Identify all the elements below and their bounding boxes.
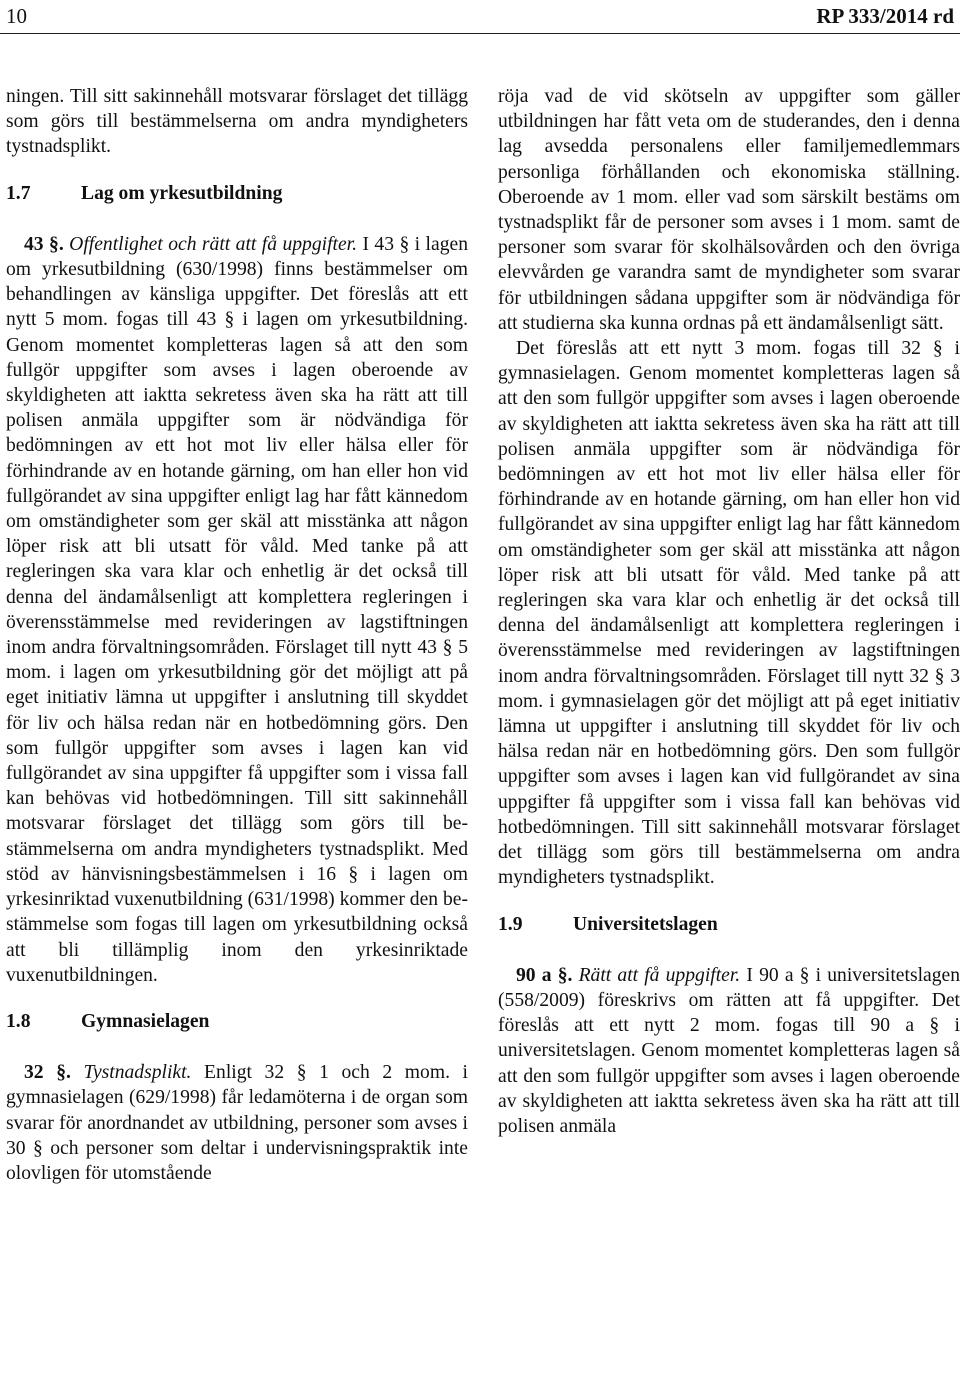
paragraph-body: Enligt 32 § 1 och 2 mom. i gymnasielagen (629/1998) får ledamöterna i de organ som svarar för anordnandet av utbildning, personer som avses i 30 § och personer som deltar i undervisningspraktik inte olovligen för utomstående — [6, 1062, 469, 1184]
paragraph-lead: 32 §. — [24, 1062, 71, 1084]
header-rule — [0, 33, 960, 34]
paragraph-title: Rätt att få uppgifter. — [578, 964, 741, 986]
paragraph-43 — [6, 232, 468, 988]
paragraph-lead: 90 a §. — [516, 964, 573, 986]
section-heading-1-9 — [498, 912, 960, 937]
paragraph-body: I 43 § i lagen om yrkesutbildning (630/1998) finns bestämmelser om behandlingen av känsliga uppgifter. Det föreslås att ett nytt 5 mom. fogas till 43 § i lagen om yrkesutbildning. Genom momentet kompletteras lagen så att den som fullgör uppgifter som avses i lagen oberoende av skyldigheten att iaktta sekretess även ska ha rätt att till polisen anmäla uppgifter som är nödvändiga för bedömningen av ett hot mot liv eller hälsa eller för förhindrande av en hotande gärning, om han eller hon vid fullgörandet av sina uppgifter enligt lag har fått kännedom om omständigheter som ger skäl att misstänka att någon löper risk att bli utsatt för våld. Med tanke på att regleringen ska vara klar och enhetlig är det också till denna del ändamålsenligt att komplettera regleringen i överensstämmelse med revideringen av lagstiftningen inom andra förvaltningsområden. Förslaget till nytt 43 § 5 mom. i lagen om yrkesutbildning gör det möjligt att på eget initiativ lämna ut uppgifter i anslutning till skyddet för liv och hälsa redan när en hotbedömning görs. Den som fullgör uppgifter som avses i lagen kan vid fullgörandet av sina uppgifter få uppgifter som i vissa fall kan behövas vid hotbedömningen. Till sitt sakinnehåll motsvarar förslaget det tillägg som görs till bestämmelserna om andra myndigheters tystnadsplikt. Med stöd av hänvisningsbestämmelsen i 16 § i lagen om yrkesinriktad vuxenutbildning (631/1998) kommer den bestämmelse som fogas till lagen om yrkesutbildning också att bli tillämplig inom den yrkesinriktade vuxenutbildningen. — [6, 233, 468, 986]
paragraph-title: Offentlighet och rätt att få uppgifter. — [69, 233, 358, 255]
paragraph-90a — [498, 963, 960, 1139]
paragraph-lead: 43 §. — [24, 233, 64, 255]
paragraph-title: Tystnadsplikt. — [83, 1062, 192, 1084]
section-number: 1.7 — [6, 182, 31, 204]
page-number: 10 — [6, 4, 27, 28]
right-column — [498, 84, 960, 1139]
report-id: RP 333/2014 rd — [816, 4, 954, 28]
section-title: Gymnasielagen — [81, 1010, 210, 1032]
paragraph-32 — [6, 1060, 468, 1186]
section-number: 1.8 — [6, 1010, 31, 1032]
section-title: Lag om yrkesutbildning — [81, 182, 283, 204]
left-column — [6, 84, 468, 1186]
section-heading-1-7 — [6, 181, 468, 206]
section-title: Universitetslagen — [573, 913, 718, 935]
section-number: 1.9 — [498, 913, 523, 935]
paragraph-proposal: Det föreslås att ett nytt 3 mom. fogas till 32 § i gymnasielagen. Genom momentet kompletteras lagen så att den som fullgör uppgifter som avses i lagen oberoende av skyldigheten att iaktta sekretess även ska ha rätt att till polisen anmäla uppgifter som är nödvändiga för bedömningen av ett hot mot liv eller hälsa eller för förhindrande av en hotande gärning, om han eller hon vid fullgörandet av sina uppgifter enligt lag har fått kännedom om omständigheter som ger skäl att misstänka att någon löper risk att bli utsatt för våld. Med tanke på att regleringen ska vara klar och enhetlig är det också till denna del ändamålsenligt att komplettera regleringen i överensstämmelse med revideringen av lagstiftningen inom andra förvaltningsområden. Förslaget till nytt 32 § 3 mom. i gymnasielagen gör det möjligt att på eget initiativ lämna ut uppgifter i anslutning till skyddet för liv och hälsa redan när en hotbedömning görs. Den som fullgör uppgifter som avses i lagen kan vid fullgörandet av sina uppgifter få uppgifter som i vissa fall kan behövas vid hotbedömningen. Till sitt sakinnehåll motsvarar förslaget det tillägg som görs till bestämmelserna om andra myndigheters tystnadsplikt. — [498, 338, 960, 889]
paragraph-continuation: röja vad de vid skötseln av uppgifter som gäller utbildningen har fått veta om de studerandes, den i denna lag avsedda personalens eller familjemedlemmars personliga förhållanden och ekonomiska ställning. Oberoende av 1 mom. eller vad som särskilt bestäms om tystnadsplikt får de personer som avses i 1 mom. samt de personer som svarar för skolhälsovården och den övriga elevvården ge varandra samt de myndigheter som svarar för utbildningen sådana uppgifter som är nödvändiga för att studierna ska kunna ordnas på ett ändamålsenligt sätt. — [498, 86, 960, 334]
paragraph-body: I 90 a § i universitetslagen (558/2009) föreskrivs om rätten att få uppgifter. Det föreslås att ett nytt 2 mom. fogas till 90 a § i universitetslagen. Genom momentet kompletteras lagen så att den som fullgör uppgifter som avses i lagen oberoende av skyldigheten att iaktta sekretess även ska ha rätt att till polisen anmäla — [498, 964, 960, 1137]
paragraph-continuation: ningen. Till sitt sakinnehåll motsvarar förslaget det tillägg som görs till bestämmelserna om andra myndigheters tystnadsplikt. — [6, 86, 468, 158]
page-header — [0, 0, 960, 34]
section-heading-1-8 — [6, 1009, 468, 1034]
